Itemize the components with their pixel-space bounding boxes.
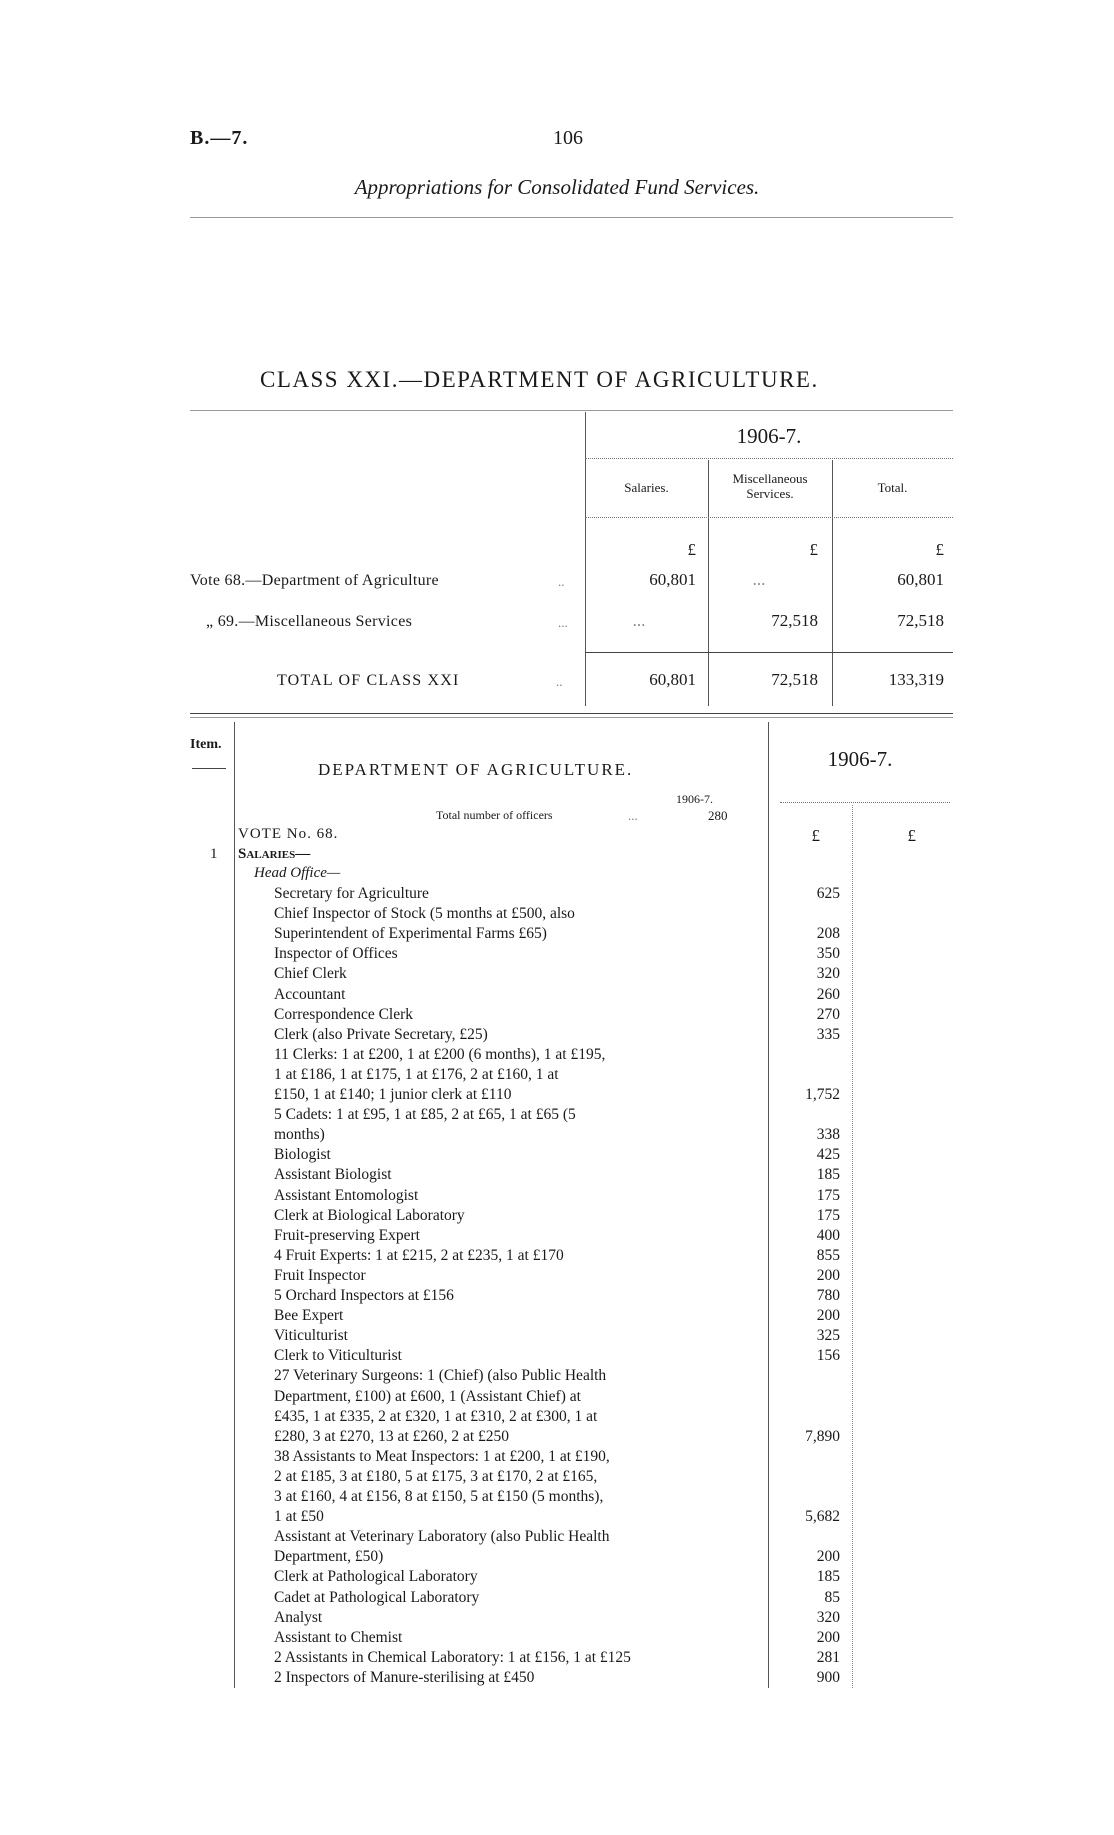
col-header-total: Total. [877,480,908,495]
leader-dots: .. [556,674,563,689]
leader-dots: ... [628,808,638,823]
entry-text-line: 2 at £185, 3 at £180, 5 at £175, 3 at £170, 2 at £165, [274,1467,598,1485]
entry-amount: 200 [816,1266,840,1284]
entry-text-line: Biologist [274,1146,331,1164]
entry-text-line: 2 Assistants in Chemical Laboratory: 1 at £156, 1 at £125 [274,1648,631,1666]
entry-text-line: Chief Inspector of Stock (5 months at £500, also [274,905,575,923]
summary-misc-value: 72,518 [771,611,818,630]
document-reference: B.—7. [190,127,249,149]
entry-text-line: £280, 3 at £270, 13 at £260, 2 at £250 [274,1427,510,1445]
detail-year: 1906-7. [827,747,893,771]
entry-text-line: Department, £100) at £600, 1 (Assistant Chief) at [274,1387,581,1405]
col-header-misc: Miscellaneous Services. [732,471,808,501]
leader-dots: ... [558,615,568,630]
leader-dots: .. [558,574,565,589]
entry-text-line: 38 Assistants to Meat Inspectors: 1 at £200, 1 at £190, [274,1447,610,1465]
entry-text-line: Bee Expert [274,1307,344,1325]
entry-amount: 5,682 [805,1508,840,1526]
entry-text-line: 27 Veterinary Surgeons: 1 (Chief) (also Public Health [274,1367,607,1385]
entry-text-line: 2 Inspectors of Manure-sterilising at £450 [274,1668,535,1686]
entry-text-line: Secretary for Agriculture [274,885,429,902]
entry-text-line: Chief Clerk [274,965,347,983]
entry-amount: 281 [816,1648,840,1666]
summary-salaries-value: ... [632,611,646,630]
entry-text-line: Clerk (also Private Secretary, £25) [274,1025,488,1043]
entry-amount: 350 [816,945,840,963]
entry-text-line: 5 Orchard Inspectors at £156 [274,1287,454,1304]
officers-year: 1906-7. [676,792,713,806]
entry-text-line: Assistant to Chemist [274,1628,403,1646]
head-office-heading: Head Office— [254,865,341,881]
entry-text-line: £435, 1 at £335, 2 at £320, 1 at £310, 2 at £300, 1 at [274,1407,598,1425]
entry-text-line: months) [274,1126,325,1144]
entry-amount: 338 [816,1126,840,1144]
entry-amount: 855 [816,1246,840,1264]
entry-amount: 320 [816,1608,840,1626]
entry-amount: 200 [816,1307,840,1325]
entry-text-line: 11 Clerks: 1 at £200, 1 at £200 (6 months), 1 at £195, [274,1045,606,1063]
summary-row-label: Vote 68.—Department of Agriculture [190,572,439,589]
entry-amount: 85 [824,1588,840,1606]
summary-salaries-value: 60,801 [649,570,696,589]
entry-text-line: Fruit Inspector [274,1266,366,1284]
entry-amount: 260 [816,985,840,1003]
entry-amount: 185 [816,1166,840,1184]
entry-amount: 780 [816,1287,840,1304]
entry-text-line: 5 Cadets: 1 at £95, 1 at £85, 2 at £65, 1 at £65 (5 [274,1106,576,1124]
entry-text-line: 1 at £186, 1 at £175, 1 at £176, 2 at £160, 1 at [274,1065,559,1083]
entry-text-line: Clerk at Biological Laboratory [274,1206,465,1224]
entry-text-line: Correspondence Clerk [274,1005,414,1023]
entry-text-line: Analyst [274,1608,323,1626]
entry-text-line: Clerk to Viticulturist [274,1347,402,1365]
page-subtitle: Appropriations for Consolidated Fund Services. [354,175,760,199]
summary-grand-total: 133,319 [888,670,944,689]
entry-text-line: Cadet at Pathological Laboratory [274,1588,480,1606]
officers-count: 280 [708,808,728,823]
entry-amount: 335 [816,1025,840,1043]
currency-total: £ [935,540,944,559]
entry-text-line: Fruit-preserving Expert [274,1226,420,1244]
summary-year: 1906-7. [736,424,802,448]
item-number: 1 [210,846,218,862]
entry-text-line: Superintendent of Experimental Farms £65) [274,925,547,943]
officers-label: Total number of officers [436,808,553,822]
entry-amount: 208 [816,925,840,943]
entry-amount: 7,890 [805,1427,840,1445]
summary-total-value: 72,518 [897,611,944,630]
col-header-salaries: Salaries. [624,480,669,495]
entry-text-line: Assistant Biologist [274,1166,392,1184]
entry-amount: 200 [816,1628,840,1646]
entry-text-line: Inspector of Offices [274,945,398,963]
salaries-heading: Salaries— [238,846,311,862]
entry-text-line: Viticulturist [274,1327,348,1345]
summary-misc-value: ... [752,570,766,589]
entry-text-line: £150, 1 at £140; 1 junior clerk at £110 [274,1086,512,1103]
entry-text-line: 4 Fruit Experts: 1 at £215, 2 at £235, 1 at £170 [274,1246,564,1264]
entry-text-line: Department, £50) [274,1548,384,1566]
entry-amount: 175 [816,1186,840,1204]
entry-text-line: 1 at £50 [274,1508,324,1526]
entry-text-line: Assistant at Veterinary Laboratory (also Public Health [274,1528,610,1546]
currency-detail-1: £ [811,826,820,845]
entry-amount: 185 [816,1568,840,1586]
summary-total-label: TOTAL OF CLASS XXI [277,672,460,689]
summary-row-label: „ 69.—Miscellaneous Services [206,613,413,630]
vote-number: VOTE No. 68. [238,826,339,842]
item-column-header: Item. [190,737,222,752]
entry-amount: 900 [816,1668,840,1686]
entry-amount: 320 [816,965,840,983]
entry-amount: 325 [816,1327,840,1345]
department-title: DEPARTMENT OF AGRICULTURE. [318,760,634,779]
entry-text-line: Assistant Entomologist [274,1186,419,1204]
entry-text-line: Accountant [274,985,346,1003]
summary-total-salaries: 60,801 [649,670,696,689]
entry-text-line: 3 at £160, 4 at £156, 8 at £150, 5 at £150 (5 months), [274,1488,604,1505]
summary-total-value: 60,801 [897,570,944,589]
currency-salaries: £ [687,540,696,559]
summary-total-misc: 72,518 [771,670,818,689]
entry-amount: 400 [816,1226,840,1244]
entry-text-line: Clerk at Pathological Laboratory [274,1568,478,1586]
class-title: CLASS XXI.—DEPARTMENT OF AGRICULTURE. [260,367,819,392]
entry-amount: 1,752 [805,1086,840,1103]
entry-amount: 625 [816,885,840,902]
currency-misc: £ [809,540,818,559]
entry-amount: 270 [816,1005,840,1023]
page-number: 106 [553,127,583,149]
entry-amount: 200 [816,1548,840,1566]
entry-amount: 156 [816,1347,840,1365]
entry-amount: 175 [816,1206,840,1224]
currency-detail-2: £ [907,826,916,845]
entry-amount: 425 [816,1146,840,1164]
